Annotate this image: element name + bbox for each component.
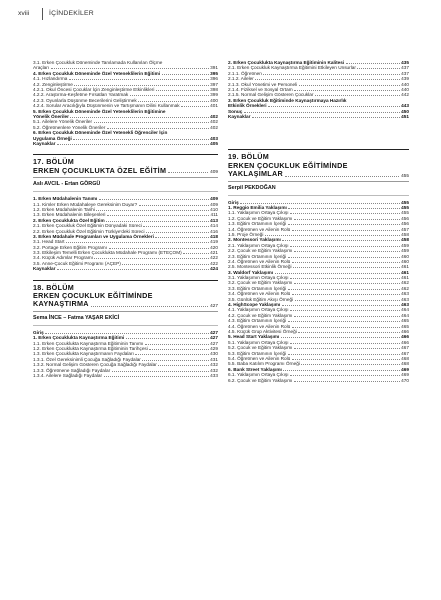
toc-entry-page: 402 (210, 114, 218, 119)
toc-entry-title: 1.4. Öğretmen ve Ailenin Rolü (228, 226, 291, 232)
toc-entry-title: 1.1. Erken Çocuklukta Kaynaştırma Eğitiminin Tanımı (33, 340, 144, 346)
toc-entry-title: 1.3. Erken Müdahalenin Bileşenleri (33, 212, 106, 218)
dot-leader (290, 278, 400, 279)
dot-leader (288, 208, 399, 209)
dot-leader (112, 371, 209, 372)
dot-leader (252, 117, 400, 118)
page-header (16, 8, 425, 22)
toc-entry-title: 1.3.1. Özel Gereksinimli Çocuğa Sağladığı Faydalar (33, 356, 141, 362)
dot-leader (292, 230, 400, 231)
dot-leader (263, 74, 399, 75)
dot-leader (143, 226, 208, 227)
dot-leader (104, 376, 209, 377)
right-column (228, 60, 409, 383)
toc-entry-title: Etkinlik Örnekleri (228, 103, 267, 109)
toc-entry-page: 464 (401, 307, 409, 313)
toc-entry-page: 437 (401, 65, 409, 71)
dot-leader (135, 354, 208, 355)
toc-entry-title: 2.1.5. Normal Gelişim Gösteren Çocuklar (228, 92, 314, 98)
dot-leader (315, 95, 400, 96)
toc-entry-title: 6. Bank Street Yaklaşımı (228, 366, 282, 372)
dot-leader (290, 213, 400, 214)
dot-leader (357, 68, 399, 69)
dot-leader (292, 262, 400, 263)
dot-leader (73, 139, 208, 140)
toc-entry-title: 4.5. Küçük Grup Aktivitesi Örneği (228, 328, 297, 334)
toc-entry-page: 419 (210, 239, 218, 245)
toc-entry-title: 5.3. Eğitim Ortamının İçeriği (228, 350, 287, 356)
dot-leader (290, 246, 400, 247)
toc-entry-page: 418 (210, 233, 218, 239)
dot-leader (288, 354, 400, 355)
toc-entry-page: 464 (401, 312, 409, 318)
dot-leader (281, 337, 400, 338)
chapter-heading (33, 154, 218, 178)
dot-leader (255, 79, 399, 80)
dot-leader (301, 364, 399, 365)
dot-leader (294, 219, 400, 220)
toc-entry-title: 4.1. Yaklaşımın Ortaya Çıkışı (228, 307, 289, 313)
toc-entry-page: 435 (401, 60, 409, 66)
toc-entry-title: 5.4. Öğretmen ve Ailenin Rolü (228, 355, 291, 361)
dot-leader (146, 232, 209, 233)
dot-leader (299, 85, 400, 86)
toc-entry-title: Giriş (33, 329, 44, 335)
dot-leader (293, 267, 400, 268)
toc-entry-title: 6. Erken Çocukluk Döneminde Özel Yetenekli Öğrenciler İçin (33, 130, 168, 136)
dot-leader (294, 251, 400, 252)
toc-list (33, 196, 218, 271)
chapter-rule (33, 280, 218, 281)
dot-leader (282, 240, 399, 241)
dot-leader (106, 221, 209, 222)
toc-entry-page: 469 (401, 372, 409, 378)
toc-entry-page: 462 (401, 285, 409, 291)
dot-leader (275, 273, 400, 274)
chapter-page: 455 (401, 172, 409, 178)
toc-entry-title: 3.2. Portage Erken Eğitim Programı (33, 244, 107, 250)
dot-leader (265, 235, 400, 236)
toc-entry-title: 1.3.3. Öğretmene Sağladığı Faydalar (33, 367, 111, 373)
toc-entry-title: 5. Head Start Yaklaşımı (228, 334, 280, 340)
dot-leader (288, 257, 400, 258)
dot-leader (298, 332, 399, 333)
toc-entry-title: 2.1.3. Okul Yönetimi ve Personeli (228, 81, 298, 87)
dot-leader (290, 310, 400, 311)
dot-leader (126, 338, 209, 339)
dot-leader (292, 294, 400, 295)
toc-entry-title: 3.1. Head Start (33, 239, 65, 245)
toc-entry-page: 468 (401, 361, 409, 367)
toc-entry-title: 1.2. Çocuk ve Eğitim Yaklaşımı (228, 215, 293, 221)
toc-entry-title: 1.1. Yaklaşımın Ortaya Çıkışı (228, 210, 289, 216)
dot-leader (69, 79, 209, 80)
toc-entry-page: 391 (210, 65, 218, 71)
chapter-title: ERKEN ÇOCUKLUK EĞİTİMİNDE (33, 290, 153, 300)
dot-leader (107, 128, 209, 129)
toc-entry-title: 4. Erken Çocukluk Döneminde Özel Yeteneklilerin Eğitimi (33, 70, 161, 76)
dot-leader (240, 203, 399, 204)
dot-leader (290, 343, 400, 344)
toc-entry-title: 4.4. Öğretmen ve Ailenin Rolü (228, 323, 291, 329)
toc-entry-title: 1. Erken Çocuklukta Kaynaştırma Eğitimi (33, 335, 125, 341)
dot-leader (294, 381, 400, 382)
toc-entry-title: 3.1. Yaklaşımın Ortaya Çıkışı (228, 275, 289, 281)
toc-entry-page: 440 (401, 81, 409, 87)
toc-entry-title: 4.1. Hızlandırma (33, 76, 68, 82)
toc-entry-page: 458 (401, 231, 409, 237)
toc-entry-page: 395 (210, 70, 218, 76)
toc-entry-page: 467 (401, 345, 409, 351)
dot-leader (292, 327, 400, 328)
toc-list (228, 200, 409, 383)
toc-entry-title: 2.1.1. Öğretmen (228, 70, 262, 76)
toc-entry-page: 399 (210, 92, 218, 98)
dot-leader (45, 333, 208, 334)
header-title: İÇİNDEKİLER (49, 10, 94, 17)
toc-entry-page: 442 (401, 92, 409, 98)
chapter-number: 18. BÖLÜM (33, 282, 75, 292)
dot-leader (294, 348, 400, 349)
dot-leader (292, 359, 400, 360)
toc-entry-title: Araçları (33, 65, 50, 71)
chapter-title: ERKEN ÇOCUKLUK EĞİTİMİNDE (228, 160, 348, 170)
toc-entry-page: 432 (210, 362, 218, 368)
toc-entry-page: 422 (210, 255, 218, 261)
toc-entry-title: 2.1. Erken Çocukluk Kaynaştırma Eğitimini Etkileyen Unsurlar (228, 65, 356, 71)
toc-entry-page: 403 (210, 135, 218, 141)
dot-leader (122, 264, 208, 265)
toc-entry-title: 6.1. Yaklaşımın Ortaya Çıkışı (228, 372, 289, 378)
toc-entry-title: 1. Reggio Emilia Yaklaşımı (228, 205, 287, 210)
toc-entry-page: 465 (401, 318, 409, 324)
toc-entry-title: 3.5. Günlük Eğitim Akışı Örneği (228, 296, 294, 302)
chapter-heading (33, 280, 218, 312)
toc-entry-page: 450 (401, 108, 409, 114)
toc-entry (33, 373, 218, 378)
dot-leader (294, 316, 400, 317)
chapter-number: 17. BÖLÜM (33, 157, 75, 167)
chapter-authors: Serpil PEKDOĞAN (228, 184, 276, 191)
toc-entry-page: 431 (210, 356, 218, 362)
toc-entry-page: 459 (401, 248, 409, 254)
toc-entry-page: 470 (401, 377, 409, 383)
dot-leader (158, 365, 208, 366)
toc-entry-page: 459 (401, 242, 409, 248)
dot-leader (57, 269, 209, 270)
left-column (33, 60, 218, 378)
dot-leader (295, 300, 400, 301)
toc-entry-page: 460 (401, 258, 409, 264)
toc-entry-page: 462 (401, 280, 409, 286)
dot-leader (142, 360, 208, 361)
toc-entry-page: 457 (401, 226, 409, 232)
chapter-rule (33, 154, 218, 155)
dot-leader (149, 349, 208, 350)
dot-leader (288, 289, 400, 290)
toc-entry-page: 455 (401, 199, 409, 205)
toc-entry-page: 468 (401, 355, 409, 361)
toc-entry-title: 3.3. Etkileşim Temelli Erken Çocuklukta Müdahale Programı (ETEÇOM) (33, 250, 182, 256)
page-number: xviii (18, 10, 30, 17)
toc-entry-title: 1.3.4. Ailelere Sağladığı Faydalar (33, 372, 103, 378)
toc-entry-page: 455 (401, 205, 409, 210)
toc-entry-title: 3. Waldorf Yaklaşımı (228, 269, 274, 275)
toc-entry-title: 3.4. Öğretmen ve Ailenin Rolü (228, 291, 291, 297)
dot-leader (57, 144, 209, 145)
toc-entry-page: 400 (210, 97, 218, 103)
toc-entry-title: 2.1.4. Fiziksel ve Sosyal Ortam (228, 87, 293, 93)
toc-entry-title: 3.1. Erken Çocukluk Döneminde Tanılamada Kullanılan Ölçme (33, 60, 163, 66)
toc-entry-title: 5.5. Baba Katılım Programı Örneği (228, 361, 300, 367)
chapter-heading (228, 149, 409, 181)
toc-entry-page: 409 (210, 201, 218, 207)
toc-entry-page: 463 (401, 291, 409, 297)
toc-entry-page: 465 (401, 323, 409, 329)
toc-entry-title: 4.2. Zenginleştirme (33, 81, 73, 87)
toc-entry-title: 4.3. Eğitim Ortamının İçeriği (228, 318, 287, 324)
toc-entry-title: 4.2. Çocuk ve Eğitim Yaklaşımı (228, 312, 293, 318)
dot-leader (283, 370, 399, 371)
toc-entry-title: Sonuç (228, 108, 243, 114)
toc-entry-title: 2.1.2. Aileler (228, 76, 254, 82)
toc-entry-page: 458 (401, 237, 409, 243)
toc-entry-page: 401 (210, 103, 218, 109)
dot-leader (70, 117, 208, 118)
toc-entry-title: 4.2.4. Sorular Aracılığıyla Düşünmenin ve Tartışmanın Dilini Kullanmak (33, 103, 180, 109)
dot-leader (145, 344, 209, 345)
toc-entry-page: 466 (401, 334, 409, 340)
toc-entry-page: 396 (210, 76, 218, 82)
dot-leader (181, 106, 209, 107)
toc-entry-title: 5.1. Ailelere Yönelik Öneriler (33, 119, 93, 125)
dot-leader (346, 63, 400, 64)
toc-entry-title: Kaynaklar (33, 140, 56, 146)
chapter-page: 427 (210, 302, 218, 308)
chapter-title: KAYNAŞTIRMA (33, 299, 89, 309)
dot-leader (139, 205, 209, 206)
toc-entry-title: Uygulama Örneği (33, 135, 72, 141)
toc-entry-page: 461 (401, 269, 409, 275)
dot-leader (107, 215, 209, 216)
dot-leader (290, 375, 400, 376)
toc-entry-page: 398 (210, 87, 218, 93)
chapter-rule (228, 149, 409, 150)
toc-entry-title: 1.3. Erken Çocuklukta Kaynaştırmanın Faydaları (33, 351, 134, 357)
dot-leader (183, 253, 209, 254)
toc-entry-page: 440 (401, 87, 409, 93)
dot-leader (138, 101, 208, 102)
toc-entry-page: 461 (401, 264, 409, 270)
toc-entry-page: 424 (210, 266, 218, 272)
toc-entry-title: 1.5. Proje Örneği (228, 231, 264, 237)
toc-entry-title: 2. Montessori Yaklaşımı (228, 237, 281, 243)
toc-entry-page: 467 (401, 350, 409, 356)
toc-entry-page: 405 (210, 140, 218, 146)
dot-leader (294, 283, 400, 284)
dot-leader (294, 90, 400, 91)
toc-entry-page: 469 (401, 366, 409, 372)
toc-list (33, 60, 218, 146)
chapter-authors: Aslı AVCIL - Ertan GÖRGÜ (33, 181, 101, 188)
toc-entry-page: 421 (210, 250, 218, 256)
toc-entry-page: 427 (210, 335, 218, 341)
dot-leader (94, 122, 209, 123)
toc-entry-title: 1.1. Kimler Erken Müdahaleye Gereksinim Duyar? (33, 201, 138, 207)
toc-entry-page: 460 (401, 253, 409, 259)
chapter-title: ERKEN ÇOCUKLUKTA ÖZEL EĞİTİM (33, 165, 167, 175)
toc-list (228, 60, 409, 119)
chapter-title: YAKLAŞIMLAR (228, 169, 283, 179)
toc-entry-page: 402 (210, 124, 218, 130)
toc-entry-title: 4.2.3. Oyunlarla Düşünme Becerilerini Geliştirmek (33, 97, 137, 103)
toc-entry-page: 416 (210, 228, 218, 234)
toc-entry-title: 2.3. Eğitim Ortamının İçeriği (228, 253, 287, 259)
toc-entry-title: 4.2.2. Araştırma-Keşfetme Fırsatları Yaratmak (33, 92, 129, 98)
dot-leader (109, 248, 209, 249)
toc-entry-title: 5.2. Çocuk ve Eğitim Yaklaşımı (228, 345, 293, 351)
dot-leader (99, 199, 209, 200)
toc-entry-page: 456 (401, 215, 409, 221)
toc-entry-page: 430 (210, 351, 218, 357)
toc-entry-page: 463 (401, 302, 409, 308)
dot-leader (244, 112, 400, 113)
toc-entry-title: 1.3.2. Normal Gelişim Gösteren Çocuğa Sağladığı Faydalar (33, 362, 157, 368)
toc-entry-title: 2. Erken Çocuklukta Kaynaştırma Eğitiminin Kalitesi (228, 60, 345, 66)
toc-entry-page: 466 (401, 328, 409, 334)
toc-entry-title: 3.4. Küçük Adımlar Programı (33, 255, 93, 261)
toc-entry-page: 461 (401, 275, 409, 281)
toc-entry-page: 397 (210, 81, 218, 87)
toc-entry-page: 420 (210, 244, 218, 250)
toc-entry-title: 1. Erken Müdahalenin Tanımı (33, 196, 98, 202)
toc-entry-title: 2. Erken Çocuklukta Özel Eğitim (33, 217, 105, 223)
toc-entry-page: 422 (210, 260, 218, 266)
toc-entry-page: 439 (401, 76, 409, 82)
toc-entry-title: 2.1. Erken Çocukluk Özel Eğitimin Dünyadaki Süreci (33, 223, 142, 229)
toc-entry-page: 409 (210, 196, 218, 202)
chapter-page: 409 (210, 169, 218, 175)
toc-entry-title: 1.2. Erken Müdahalenin Tarihi (33, 206, 95, 212)
toc-entry-title: 2.1. Yaklaşımın Ortaya Çıkışı (228, 242, 289, 248)
toc-entry-title: 4.2.1. Okul Öncesi Çocuklar İçin Zenginleştirme Etkinlikleri (33, 87, 155, 93)
toc-entry-title: 4. HighScope Yaklaşımı (228, 302, 281, 308)
toc-entry-page: 414 (210, 223, 218, 229)
toc-entry-title: 5.2. Öğretmenlere Yönelik Öneriler (33, 124, 106, 130)
toc-entry-page: 427 (210, 340, 218, 346)
toc-entry-page: 437 (401, 70, 409, 76)
toc-entry-title: 3.2. Çocuk ve Eğitim Yaklaşımı (228, 280, 293, 286)
chapter-number: 19. BÖLÜM (228, 152, 270, 162)
toc-entry-page: 413 (210, 217, 218, 223)
dot-leader (74, 85, 208, 86)
dot-leader (96, 210, 208, 211)
dot-leader (162, 74, 209, 75)
toc-entry-page: 463 (401, 296, 409, 302)
dot-leader (66, 242, 209, 243)
toc-entry-title: 3. Erken Müdahale Programları ve Uygulama Örnekleri (33, 233, 154, 239)
dot-leader (51, 68, 209, 69)
toc-entry-page: 433 (210, 372, 218, 378)
dot-leader (268, 106, 400, 107)
toc-entry-title: 1.2. Erken Çocuklukta Kaynaştırma Eğitiminin Tarihçesi (33, 346, 148, 352)
toc-entry-title: 5.1. Yaklaşımın Ortaya Çıkışı (228, 339, 289, 345)
toc-entry-page: 402 (210, 119, 218, 125)
toc-entry-title: 2.5. Montessori Etkinlik Örneği (228, 264, 292, 270)
toc-list (33, 330, 218, 379)
toc-entry-title: 5. Erken Çocukluk Döneminde Özel Yeteneklilerin Eğitimine (33, 108, 166, 114)
toc-entry-page: 466 (401, 339, 409, 345)
toc-entry-title: 1.3. Eğitim Ortamının İçeriği (228, 221, 287, 227)
toc-entry-title: Giriş (228, 199, 239, 205)
dot-leader (130, 95, 209, 96)
toc-entry-title: 2.4. Öğretmen ve Ailenin Rolü (228, 258, 291, 264)
toc-entry-page: 410 (210, 206, 218, 212)
toc-entry-title: Kaynaklar (228, 114, 251, 119)
toc-entry-title: Yönelik Öneriler (33, 114, 69, 119)
toc-entry-title: 2.2. Erken Çocukluk Özel Eğitimin Türkiye'deki Süreci (33, 228, 145, 234)
toc-entry-page: 455 (401, 210, 409, 216)
dot-leader (94, 258, 208, 259)
toc-entry-title: Kaynaklar (33, 266, 56, 272)
toc-entry-title: 3. Erken Çocukluk Eğitiminde Kaynaştırmaya Hazırlık (228, 97, 347, 103)
dot-leader (156, 90, 209, 91)
toc-entry-page: 432 (210, 367, 218, 373)
toc-entry-title: 3.3. Eğitim Ortamının İçeriği (228, 285, 287, 291)
chapter-authors: Sema İNCE – Fatma YAŞAR EKİCİ (33, 314, 120, 321)
toc-entry-page: 411 (210, 212, 218, 218)
toc-entry-title: 6.2. Çocuk ve Eğitim Yaklaşımı (228, 377, 293, 383)
toc-entry-page: 429 (210, 346, 218, 352)
toc-entry-page: 451 (401, 114, 409, 119)
toc-entry (228, 377, 409, 382)
dot-leader (282, 305, 400, 306)
toc-entry-title: 3.5. Anne-Çocuk Eğitimi Programı (AÇEP) (33, 260, 121, 266)
toc-entry-page: 427 (210, 329, 218, 335)
toc-entry-page: 443 (401, 103, 409, 109)
toc-entry-page: 456 (401, 221, 409, 227)
header-divider (42, 8, 43, 20)
dot-leader (155, 237, 208, 238)
dot-leader (288, 224, 400, 225)
dot-leader (288, 321, 400, 322)
toc-entry-title: 2.2. Çocuk ve Eğitim Yaklaşımı (228, 248, 293, 254)
